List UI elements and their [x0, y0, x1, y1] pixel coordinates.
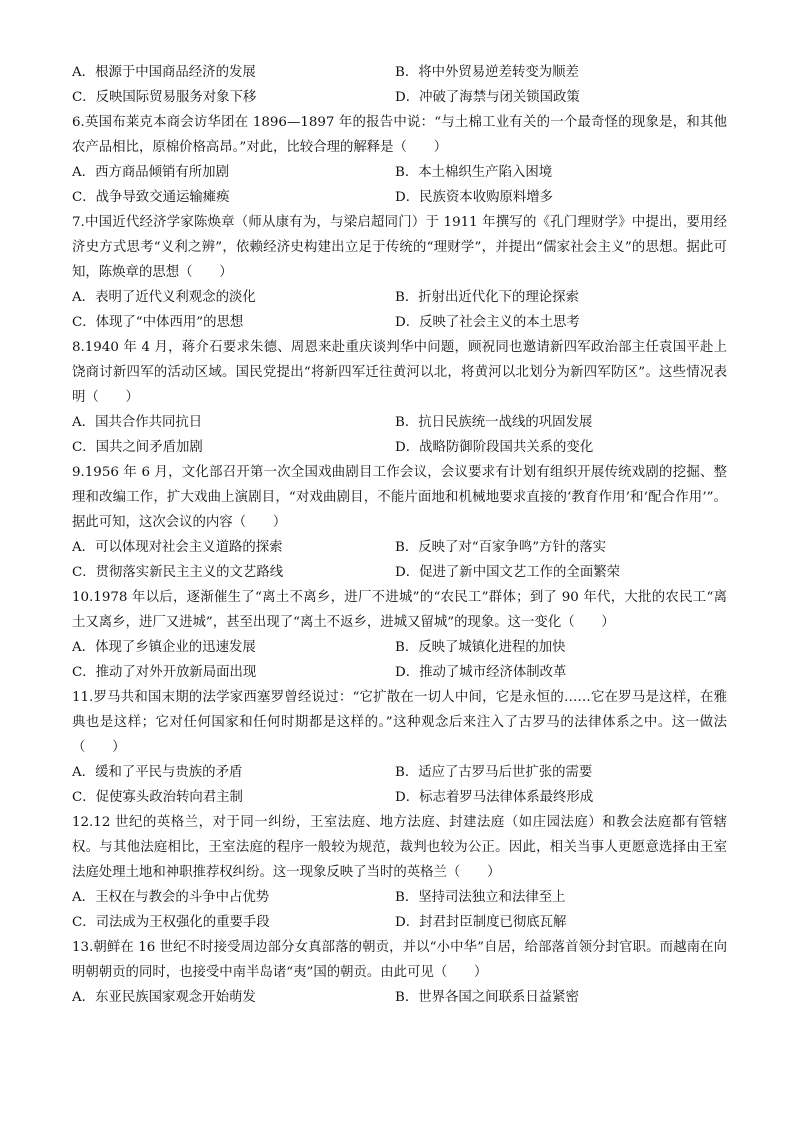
question-stem: 8.1940 年 4 月，蒋介石要求朱德、周恩来赴重庆谈判华中问题，顾祝同也邀请新四军政治部主任袁国平赴上饶商讨新四军的活动区域。国民党提出“将新四军迁往黄河以北，将黄河以北划分为新四军防区”。这些情况表明（ ）	[72, 340, 727, 405]
option-row	[72, 560, 727, 585]
option-a: A．表明了近代义利观念的淡化	[72, 290, 256, 305]
question-number: 7.	[72, 215, 85, 230]
option-a: A．体现了乡镇企业的迅速发展	[72, 640, 256, 655]
question-9	[72, 460, 727, 585]
option-row	[72, 60, 727, 85]
option-c: C．国共之间矛盾加剧	[72, 440, 203, 455]
option-d: D．反映了社会主义的本土思考	[395, 315, 580, 330]
option-row	[72, 635, 727, 660]
option-b: B．反映了对“百家争鸣”方针的落实	[395, 540, 607, 555]
question-number: 12.	[72, 815, 94, 830]
question-8	[72, 335, 727, 460]
option-a: A．王权在与教会的斗争中占优势	[72, 890, 270, 905]
option-row	[72, 310, 727, 335]
option-row	[72, 910, 727, 935]
question-number: 10.	[72, 590, 94, 605]
option-d: D．标志着罗马法律体系最终形成	[395, 790, 594, 805]
question-stem: 9.1956 年 6 月，文化部召开第一次全国戏曲剧目工作会议，会议要求有计划有组织开展传统戏剧的挖掘、整理和改编工作，扩大戏曲上演剧目，“对戏曲剧目，不能片面地和机械地要求直接的‘教育作用’和‘配合作用’”。据此可知，这次会议的内容（ ）	[72, 465, 727, 530]
option-row	[72, 885, 727, 910]
option-row	[72, 435, 727, 460]
question-stem: 13.朝鲜在 16 世纪不时接受周边部分女真部落的朝贡，并以“小中华”自居，给部落首领分封官职。而越南在向明朝朝贡的同时，也接受中南半岛诸“夷”国的朝贡。由此可见（ ）	[72, 940, 727, 980]
question-stem: 12.12 世纪的英格兰，对于同一纠纷，王室法庭、地方法庭、封建法庭（如庄园法庭）和教会法庭都有管辖权。与其他法庭相比，王室法庭的程序一般较为规范，裁判也较为公正。因此，相关当事人更愿意选择由王室法庭处理土地和神职推荐权纠纷。这一现象反映了当时的英格兰（ ）	[72, 815, 727, 880]
option-d: D．民族资本收购原料增多	[395, 190, 554, 205]
option-c: C．推动了对外开放新局面出现	[72, 665, 257, 680]
option-a: A．缓和了平民与贵族的矛盾	[72, 765, 243, 780]
option-row	[72, 660, 727, 685]
option-a: A．东亚民族国家观念开始萌发	[72, 990, 256, 1005]
option-row	[72, 160, 727, 185]
option-b: B．世界各国之间联系日益紧密	[395, 990, 579, 1005]
option-row	[72, 985, 727, 1010]
option-b: B．反映了城镇化进程的加快	[395, 640, 566, 655]
question-number: 9.	[72, 465, 85, 480]
option-d: D．封君封臣制度已彻底瓦解	[395, 915, 567, 930]
question-stem: 11.罗马共和国末期的法学家西塞罗曾经说过：“它扩散在一切人中间，它是永恒的……它在罗马是这样，在雅典也是这样；它对任何国家和任何时期都是这样的。”这种观念后来注入了古罗马的法律体系之中。这一做法（ ）	[72, 690, 727, 755]
question-7	[72, 210, 727, 335]
question-stem: 6.英国布莱克本商会访华团在 1896—1897 年的报告中说：“与土棉工业有关的一个最奇怪的现象是，和其他农产品相比，原棉价格高昂。”对此，比较合理的解释是（ ）	[72, 115, 727, 155]
option-b: B．适应了古罗马后世扩张的需要	[395, 765, 593, 780]
question-5-options	[72, 60, 727, 110]
option-row	[72, 785, 727, 810]
option-row	[72, 285, 727, 310]
question-12	[72, 810, 727, 935]
option-b: B．折射出近代化下的理论探索	[395, 290, 579, 305]
option-row	[72, 410, 727, 435]
option-a: A．西方商品倾销有所加剧	[72, 165, 229, 180]
question-stem: 10.1978 年以后，逐渐催生了“离土不离乡，进厂不进城”的“农民工”群体；到了 90 年代，大批的农民工“离土又离乡，进厂又进城”，甚至出现了“离土不返乡，进城又留城”的现象。这一变化（ ）	[72, 590, 727, 630]
question-number: 13.	[72, 940, 94, 955]
question-13	[72, 935, 727, 1010]
option-d: D．战略防御阶段国共关系的变化	[395, 440, 594, 455]
option-b: B．抗日民族统一战线的巩固发展	[395, 415, 593, 430]
question-11	[72, 685, 727, 810]
exam-page	[72, 60, 727, 1010]
question-10	[72, 585, 727, 685]
option-d: D．推动了城市经济体制改革	[395, 665, 567, 680]
question-6	[72, 110, 727, 210]
option-c: C．体现了“中体西用”的思想	[72, 315, 244, 330]
option-b: B．将中外贸易逆差转变为顺差	[395, 65, 579, 80]
option-row	[72, 185, 727, 210]
option-c: C．反映国际贸易服务对象下移	[72, 90, 257, 105]
option-b: B．本土棉织生产陷入困境	[395, 165, 553, 180]
option-row	[72, 760, 727, 785]
option-d: D．促进了新中国文艺工作的全面繁荣	[395, 565, 620, 580]
option-b: B．坚持司法独立和法律至上	[395, 890, 566, 905]
question-stem: 7.中国近代经济学家陈焕章（师从康有为，与梁启超同门）于 1911 年撰写的《孔门理财学》中提出，要用经济史方式思考“义利之辨”，依赖经济史构建出立足于传统的“理财学”，并提出“儒家社会主义”的思想。据此可知，陈焕章的思想（ ）	[72, 215, 727, 280]
option-a: A．根源于中国商品经济的发展	[72, 65, 256, 80]
question-number: 11.	[72, 690, 94, 705]
option-c: C．战争导致交通运输瘫痪	[72, 190, 230, 205]
option-row	[72, 535, 727, 560]
question-number: 6.	[72, 115, 85, 130]
option-row	[72, 85, 727, 110]
option-c: C．司法成为王权强化的重要手段	[72, 915, 270, 930]
option-a: A．可以体现对社会主义道路的探索	[72, 540, 283, 555]
option-c: C．贯彻落实新民主主义的文艺路线	[72, 565, 284, 580]
option-a: A．国共合作共同抗日	[72, 415, 203, 430]
option-c: C．促使寡头政治转向君主制	[72, 790, 243, 805]
option-d: D．冲破了海禁与闭关锁国政策	[395, 90, 580, 105]
question-number: 8.	[72, 340, 85, 355]
